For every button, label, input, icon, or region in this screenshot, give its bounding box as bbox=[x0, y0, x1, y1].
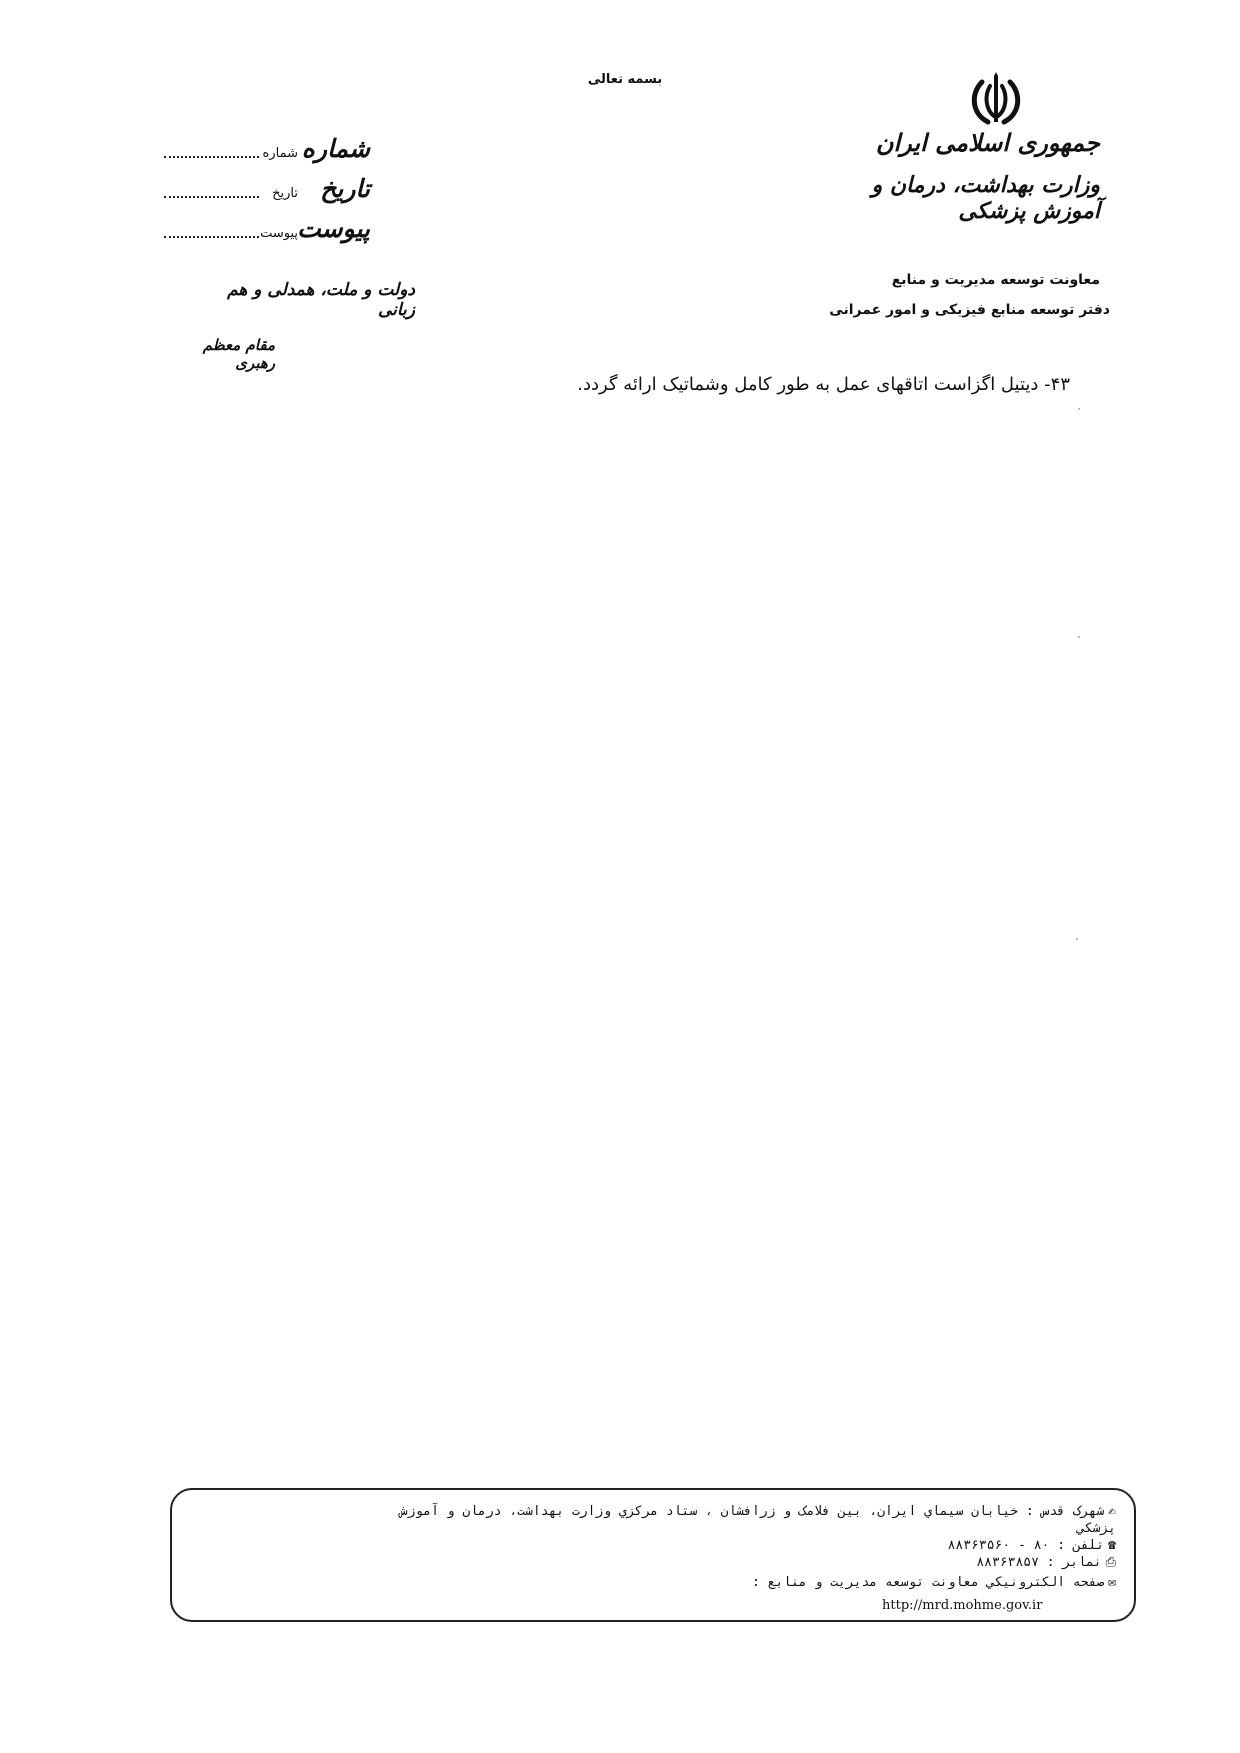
phone-icon: ☎ bbox=[1108, 1538, 1116, 1553]
envelope-icon: ✉ bbox=[1108, 1575, 1116, 1590]
slogan: دولت و ملت، همدلی و هم زبانی bbox=[227, 280, 415, 320]
attachment-small-label: پیوست bbox=[260, 226, 298, 241]
slogan-source: مقام معظم رهبری bbox=[202, 336, 275, 372]
number-label: شماره bbox=[301, 134, 370, 163]
scan-speck bbox=[1076, 938, 1078, 940]
footer-box bbox=[170, 1488, 1136, 1622]
invocation: بسمه تعالی bbox=[587, 72, 663, 87]
footer-fax bbox=[976, 1555, 1116, 1570]
footer-address bbox=[400, 1504, 1116, 1519]
date-small-label: تاریخ bbox=[272, 186, 298, 201]
date-field bbox=[160, 174, 370, 212]
body-item: ۴۳- دیتیل اگزاست اتاقهای عمل به طور کامل وشماتیک ارائه گردد. bbox=[577, 374, 1070, 395]
date-label: تاریخ bbox=[320, 174, 370, 203]
footer-address-cont: پزشکي bbox=[1076, 1521, 1116, 1536]
attachment-dotted-line bbox=[164, 236, 259, 238]
government-name: جمهوری اسلامی ایران bbox=[875, 128, 1100, 157]
footer-phone bbox=[948, 1538, 1116, 1553]
number-field bbox=[160, 134, 370, 172]
fax-icon: ⎙ bbox=[1105, 1555, 1116, 1570]
number-small-label: شماره bbox=[262, 146, 298, 161]
iran-emblem-icon bbox=[968, 72, 1024, 128]
footer-web bbox=[752, 1575, 1116, 1590]
ministry-name: وزارت بهداشت، درمان و آموزش پزشکی bbox=[871, 172, 1100, 225]
deputy-name: معاونت توسعه مدیریت و منابع bbox=[891, 272, 1100, 288]
web-label: صفحه الكترونيكي معاونت توسعه مديريت و منابع : bbox=[751, 1575, 1105, 1590]
footer-url[interactable]: http://mrd.mohme.gov.ir bbox=[882, 1598, 1043, 1613]
scan-speck bbox=[1078, 636, 1080, 638]
phone-text: تلفن : ۸۰ - ۸۸۳۶۳۵۶۰ bbox=[947, 1538, 1105, 1553]
attachment-label: پیوست bbox=[297, 214, 370, 243]
address-text: شهرک قدس : خیابان سیماي ایران، بین فلامک و زرافشان ، ستاد مرکزي وزارت بهداشت، درمان و آموزش bbox=[399, 1504, 1105, 1519]
number-dotted-line bbox=[164, 156, 259, 158]
attachment-field bbox=[160, 214, 370, 252]
date-dotted-line bbox=[164, 196, 259, 198]
scan-speck bbox=[1078, 408, 1080, 410]
fax-text: نمابر : ۸۸۳۶۳۸۵۷ bbox=[976, 1555, 1102, 1570]
address-icon: ✍ bbox=[1108, 1504, 1116, 1519]
office-name: دفتر توسعه منابع فیزیکی و امور عمرانی bbox=[829, 302, 1110, 318]
